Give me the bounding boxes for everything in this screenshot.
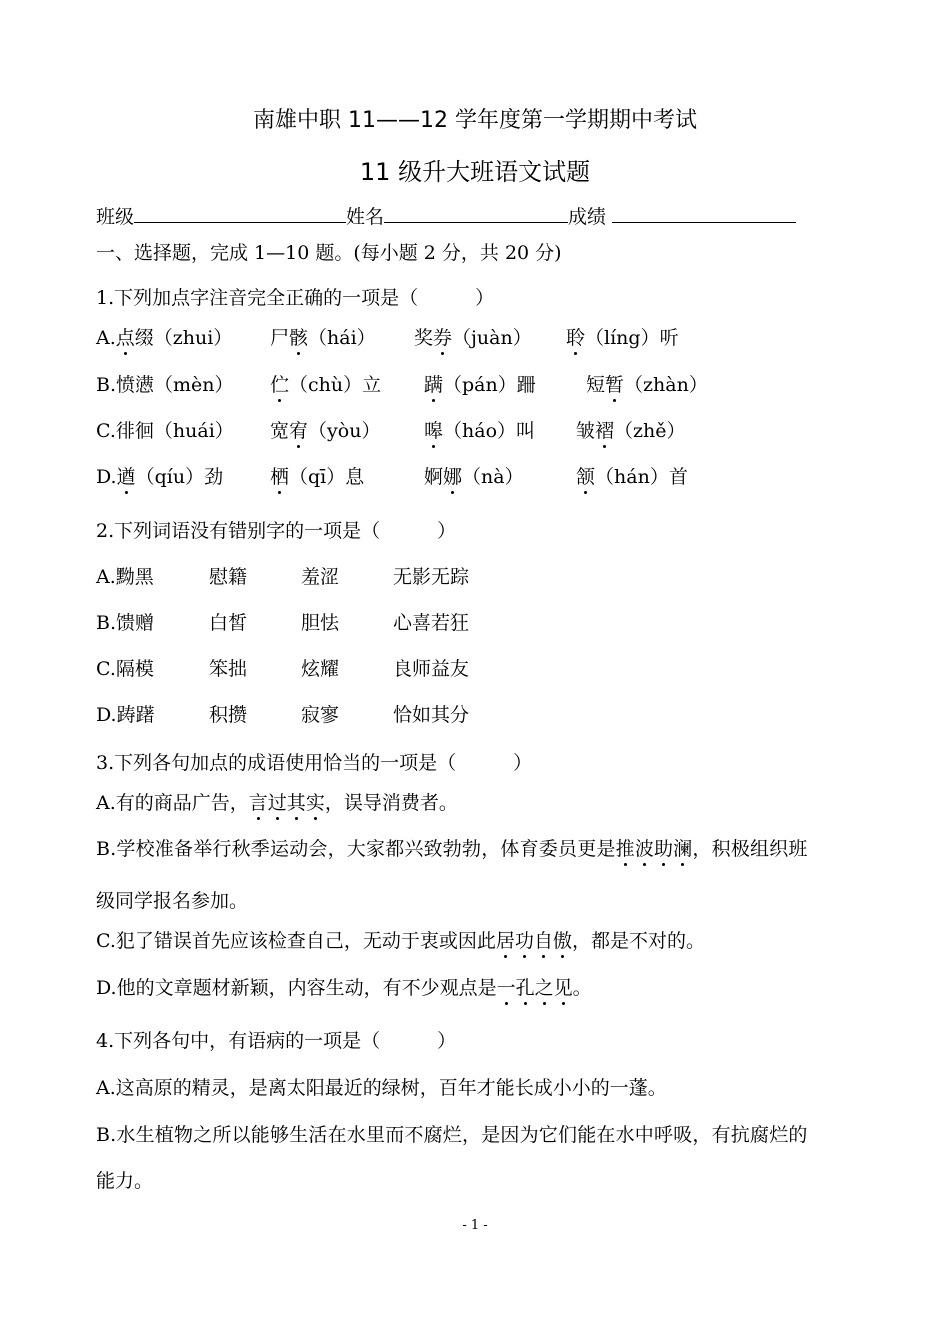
q2-option-d: D.踌躇 积攒 寂寥 恰如其分 xyxy=(96,704,470,726)
q2-option-c: C.隔模 笨拙 炫耀 良师益友 xyxy=(96,658,470,680)
q2-option-a: A.黝黑 慰籍 羞涩 无影无踪 xyxy=(96,566,470,588)
q1-option-d: D.遒（qíu）劲 栖（qī）息 婀娜（nà） 颔（hán）首 xyxy=(96,466,688,488)
dotted-idiom: 推波助澜 xyxy=(615,838,693,860)
q1-option-c: C.徘徊（huái） 宽宥（yòu） 嗥（háo）叫 皱褶（zhě） xyxy=(96,420,686,442)
dotted-idiom: 居功自傲 xyxy=(495,930,572,952)
q4-option-b-continued: 能力。 xyxy=(96,1170,154,1192)
exam-title: 南雄中职 11——12 学年度第一学期期中考试 xyxy=(253,108,697,133)
section-heading: 一、选择题，完成 1—10 题。(每小题 2 分，共 20 分) xyxy=(96,242,562,264)
q4-option-a: A.这高原的精灵，是离太阳最近的绿树，百年才能长成小小的一蓬。 xyxy=(96,1077,667,1099)
q4-option-b: B.水生植物之所以能够生活在水里而不腐烂，是因为它们能在水中呼吸，有抗腐烂的 xyxy=(96,1124,808,1146)
score-blank[interactable] xyxy=(612,202,796,223)
q1-stem: 1.下列加点字注音完全正确的一项是（ ） xyxy=(96,287,495,309)
q1-option-b: B.愤懑（mèn） 伫（chù）立 蹒（pán）跚 短暂（zhàn） xyxy=(96,374,708,396)
exam-subtitle: 11 级升大班语文试题 xyxy=(359,158,591,186)
class-label: 班级 xyxy=(96,206,135,228)
q2-stem: 2.下列词语没有错别字的一项是（ ） xyxy=(96,520,457,542)
name-blank[interactable] xyxy=(384,202,568,223)
q2-option-b: B.馈赠 白皙 胆怯 心喜若狂 xyxy=(96,612,470,634)
q3-stem: 3.下列各句加点的成语使用恰当的一项是（ ） xyxy=(96,752,533,774)
student-info-line xyxy=(96,202,796,230)
dotted-idiom: 言过其实 xyxy=(248,792,325,814)
score-label: 成绩 xyxy=(568,206,607,228)
name-label: 姓名 xyxy=(346,206,385,228)
q3-option-a: A.有的商品广告，言过其实，误导消费者。 xyxy=(96,792,458,814)
q4-stem: 4.下列各句中，有语病的一项是（ ） xyxy=(96,1030,457,1052)
q1-option-a: A.点缀（zhui） 尸骸（hái） 奖券（juàn） 聆（líng）听 xyxy=(96,327,679,349)
dotted-idiom: 一孔之见 xyxy=(496,977,573,999)
q3-option-b: B.学校准备举行秋季运动会，大家都兴致勃勃，体育委员更是推波助澜，积极组织班 xyxy=(96,838,808,860)
q3-option-b-continued: 级同学报名参加。 xyxy=(96,890,249,912)
q3-option-d: D.他的文章题材新颖，内容生动，有不少观点是一孔之见。 xyxy=(96,977,592,999)
page-number: - 1 - xyxy=(462,1218,488,1233)
q3-option-c: C.犯了错误首先应该检查自己，无动于衷或因此居功自傲，都是不对的。 xyxy=(96,930,705,952)
class-blank[interactable] xyxy=(134,202,346,223)
